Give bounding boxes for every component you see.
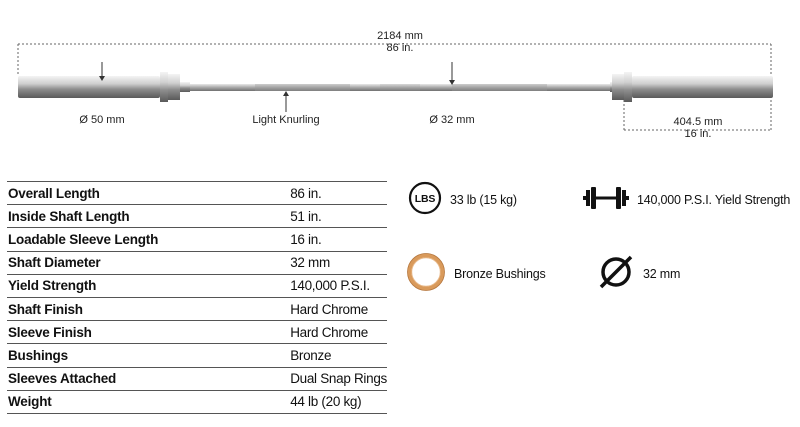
lbs-badge-text: LBS [414,193,436,205]
table-row [7,205,387,228]
spec-label: Yield Strength [7,274,289,297]
spec-label: Bushings [7,344,289,367]
table-row [7,182,387,205]
overall-length-in: 86 in. [386,42,414,54]
table-row [7,367,387,390]
table-row [7,251,387,274]
right-collar [612,74,624,100]
lbs-badge-icon [408,181,442,218]
spec-label: Shaft Finish [7,297,289,320]
spec-value: Bronze [289,344,387,367]
spec-value: Hard Chrome [289,297,387,320]
feature-weight [408,181,517,218]
table-row [7,297,387,320]
table-row [7,274,387,297]
table-row [7,390,387,413]
spec-value: 51 in. [289,205,387,228]
sleeve-length-in: 16 in. [684,128,712,140]
feature-yield-text: 140,000 P.S.I. Yield Strength [637,192,791,207]
spec-label: Weight [7,390,289,413]
feature-diameter-text: 32 mm [643,266,681,281]
feature-bushings [406,252,546,295]
spec-label: Sleeves Attached [7,367,289,390]
overall-length-mm: 2184 mm [377,30,423,42]
spec-value: Hard Chrome [289,321,387,344]
sleeve-length-label [658,116,738,140]
feature-diameter [597,253,680,294]
table-row [7,344,387,367]
left-collar-ring [160,72,168,102]
spec-table [7,181,387,414]
feature-weight-text: 33 lb (15 kg) [450,192,517,207]
spec-label: Loadable Sleeve Length [7,228,289,251]
spec-value: 32 mm [289,251,387,274]
right-sleeve [632,76,773,98]
barbell-diagram [0,0,800,160]
sleeve-diameter-label: Ø 50 mm [79,114,125,126]
table-row [7,228,387,251]
feature-bushings-text: Bronze Bushings [454,266,546,281]
spec-value: 86 in. [289,182,387,205]
feature-yield [583,186,790,213]
spec-value: Dual Snap Rings [289,367,387,390]
left-collar-step [180,82,190,92]
bronze-ring-icon [406,252,446,295]
left-knurling [255,84,350,91]
knurling-arrow [283,91,289,96]
spec-label: Sleeve Finish [7,321,289,344]
table-row [7,321,387,344]
spec-label: Shaft Diameter [7,251,289,274]
right-collar-ring [624,72,632,102]
spec-label: Overall Length [7,182,289,205]
overall-length-label [360,30,440,54]
center-knurling [380,84,420,91]
right-knurling [452,84,547,91]
left-sleeve [18,76,160,98]
shaft-diameter-label: Ø 32 mm [429,114,475,126]
sleeve-length-mm: 404.5 mm [673,116,723,128]
diameter-icon [597,253,635,294]
left-collar [168,74,180,100]
knurling-label: Light Knurling [252,114,320,126]
spec-value: 140,000 P.S.I. [289,274,387,297]
spec-value: 44 lb (20 kg) [289,390,387,413]
spec-value: 16 in. [289,228,387,251]
spec-label: Inside Shaft Length [7,205,289,228]
barbell-icon [583,186,629,213]
